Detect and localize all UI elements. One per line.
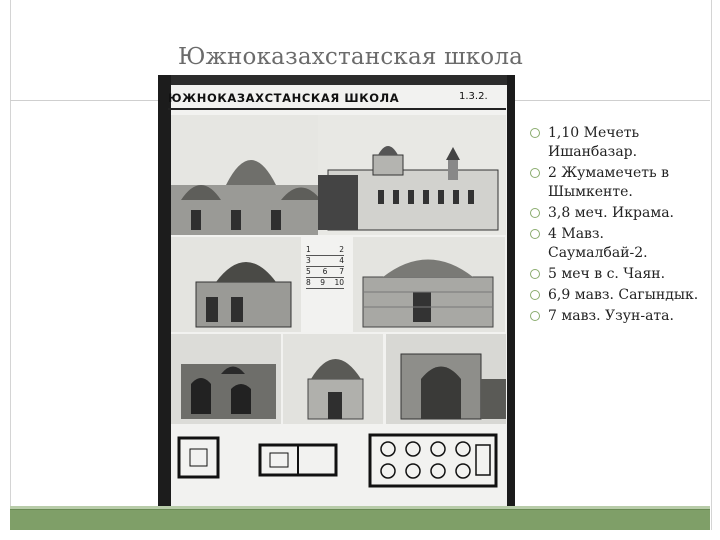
mausoleum-drawing (353, 237, 505, 332)
photo-3-ikrama-mosque (171, 237, 301, 332)
bullet-dot-icon (530, 269, 540, 279)
bullet-item (528, 286, 708, 305)
bullet-item (528, 265, 708, 284)
bullet-text: 5 меч в с. Чаян. (548, 266, 666, 282)
plan-8-ikrama (176, 435, 221, 480)
small-domed-mausoleum-drawing (283, 334, 383, 424)
bullet-text: 7 мавз. Узун-ата. (548, 308, 674, 324)
photo-1-mosque-ishanbazar (171, 115, 324, 235)
slide-title: Южноказахстанская школа (178, 44, 524, 70)
grid-key-row (306, 256, 344, 267)
grid-key-cell: 9 (320, 278, 325, 287)
photo-left-edge (158, 75, 171, 525)
grid-key-row (306, 278, 344, 289)
photo-6-sagyndyk-mausoleum (283, 334, 383, 424)
bullet-text: 1,10 Мечеть Ишанбазар. (548, 125, 640, 160)
grid-key-cell: 7 (339, 267, 344, 276)
bullet-item (528, 307, 708, 326)
photo-top-edge (158, 75, 515, 85)
portal-mausoleum-drawing (386, 334, 506, 424)
photo-header-title: ЮЖНОКАЗАХСТАНСКАЯ ШКОЛА (168, 91, 400, 105)
photo-4-saumalbay-mausoleum (353, 237, 505, 332)
floor-plan-drawing (176, 435, 221, 480)
plan-9-sagyndyk (258, 443, 338, 477)
floor-plan-drawing (368, 433, 498, 488)
photo-2-juma-mosque (318, 115, 506, 235)
grid-key-cell: 3 (306, 256, 311, 265)
floor-plan-drawing (258, 443, 338, 477)
photo-grid-key (306, 245, 344, 289)
grid-key-cell: 6 (322, 267, 328, 276)
grid-key-cell: 4 (339, 256, 344, 265)
ruined-mosque-drawing (171, 334, 281, 424)
bullet-dot-icon (530, 168, 540, 178)
grid-key-row (306, 267, 344, 278)
photo-header-number: 1.3.2. (459, 91, 488, 102)
bullet-dot-icon (530, 229, 540, 239)
plan-10-ishanbazar (368, 433, 498, 488)
bullet-item (528, 124, 708, 162)
domed-building-drawing (171, 237, 301, 332)
bullet-dot-icon (530, 208, 540, 218)
bullet-text: 4 Мавз. Саумалбай-2. (548, 226, 648, 261)
bullet-text: 3,8 меч. Икрама. (548, 205, 674, 221)
grid-key-row (306, 245, 344, 256)
bullet-dot-icon (530, 290, 540, 300)
mosque-building-drawing (318, 115, 506, 235)
grid-key-cell: 2 (339, 245, 344, 254)
architecture-photo (158, 75, 515, 525)
header-rule (168, 108, 506, 110)
dome-ruin-drawing (171, 115, 324, 235)
photo-7-uzun-ata-mausoleum (386, 334, 506, 424)
bullet-item (528, 204, 708, 223)
photo-right-edge (507, 75, 515, 525)
bullet-text: 6,9 мавз. Сагындык. (548, 287, 699, 303)
grid-key-cell: 5 (306, 267, 311, 276)
photo-5-chayan-mosque (171, 334, 281, 424)
grid-key-cell: 1 (306, 245, 311, 254)
bullet-text: 2 Жумамечеть в Шымкенте. (548, 165, 669, 200)
grid-key-cell: 10 (334, 278, 344, 287)
bottom-accent-bar (10, 509, 710, 530)
grid-key-cell: 8 (306, 278, 311, 287)
bullet-dot-icon (530, 128, 540, 138)
bullet-dot-icon (530, 311, 540, 321)
bullet-item (528, 164, 708, 202)
bullet-item (528, 225, 708, 263)
bullet-list (528, 124, 708, 328)
